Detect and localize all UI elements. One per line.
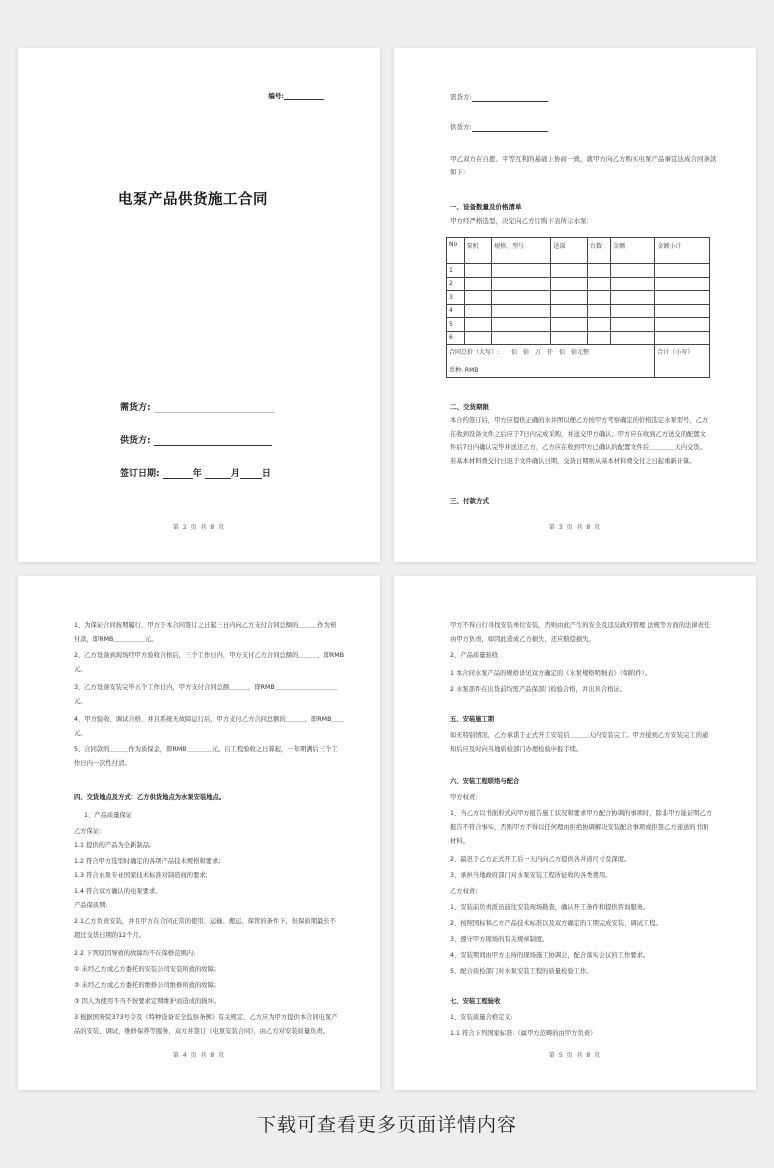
contract-number-label: 编号: (268, 92, 284, 100)
table-cell (492, 277, 551, 291)
text-line: 2、产品质量验收 (450, 652, 499, 659)
text-line: 1.4 符合双方确认的电泵要求。 (74, 888, 162, 895)
table-cell (655, 318, 710, 332)
table-cell (464, 304, 492, 318)
text-line: 1 本合同水泵产品的规格详见双方确定的《水泵规格明细表》（如附件）。 (450, 670, 652, 677)
section-title: 二、交货期限 (450, 403, 489, 411)
table-cell (611, 304, 655, 318)
page-footer: 第 4 页 共 8 页 (172, 1052, 226, 1059)
buyer-blank (154, 402, 274, 413)
intro-text: 甲乙双方在自愿、平等互利的基础上协商一致，就甲方向乙方购买电泵产品事宜达成合同条款 (450, 155, 717, 163)
table-row (447, 318, 710, 332)
contract-page-2 (394, 48, 756, 562)
intro-text: 如下: (450, 168, 466, 176)
table-cell (611, 291, 655, 305)
table-cell (464, 331, 492, 345)
text-line: 3、乙方设备安装完毕五个工作日内，甲方支付合同总额＿＿＿，即RMB＿＿＿＿＿＿＿＿＿＿ (74, 684, 338, 691)
text-line: ② 未经乙方或乙方委托的维修公司维修所致的故障; (74, 982, 217, 989)
month-blank (205, 468, 231, 479)
table-cell (588, 277, 611, 291)
table-cell: 4 (447, 304, 465, 318)
table-cell (492, 331, 551, 345)
table-header-row (447, 238, 710, 264)
text-line: ③ 因人为使用不当不按要求定期维护而造成的损坏。 (74, 998, 221, 1005)
contract-page-4 (394, 576, 756, 1090)
table-header-cell: 金额小计 (655, 238, 710, 264)
table-cell: 5 (447, 318, 465, 332)
buyer-label: 需货方: (450, 93, 472, 102)
text-line: 乙方权责: (450, 888, 478, 895)
text-line: 5、配合质检部门对水泵安装工程的质量检验工作。 (450, 968, 593, 975)
text-line: 1.2 符合甲方选型时确定的各项产品技术规格和要求; (74, 858, 221, 865)
text-line: 3 根据国务院373号令及《特种设备安全监察条例》有关规定，乙方应为甲方提供本合同电泵产 (74, 1014, 338, 1021)
table-cell (492, 291, 551, 305)
section-title: 七、安装工程验收 (450, 998, 501, 1005)
sign-date-field (120, 466, 271, 479)
table-cell (655, 277, 710, 291)
table-cell (464, 291, 492, 305)
table-cell (492, 264, 551, 278)
buyer-label: 需货方: (120, 403, 151, 413)
table-cell (551, 277, 588, 291)
text-line: 1、当乙方以书面形式向甲方报告施工状况和要求甲方配合协调的事项时，除非甲方能证明乙方 (450, 810, 713, 817)
contract-cover-page (18, 48, 380, 562)
table-header-cell: 泵机 (464, 238, 492, 264)
table-cell (611, 331, 655, 345)
contract-page-3 (18, 576, 380, 1090)
table-row (447, 264, 710, 278)
table-cell (611, 264, 655, 278)
text-line: 4、甲方验收、调试合格，并且系统无故障运行后，甲方支付乙方合同总额的＿＿＿，即RMB＿＿ (74, 716, 345, 723)
text-line: 乙方保证: (74, 828, 102, 835)
total-amount-cell (447, 345, 655, 378)
year-label: 年 (192, 469, 202, 479)
equipment-price-table (446, 237, 710, 378)
section-title: 三、付款方式 (450, 497, 489, 505)
text-line: 2.2 下列原因导致的故障均不在保修范围内: (74, 950, 196, 957)
day-blank (240, 468, 262, 479)
text-line: 如无特别情况，乙方承诺于正式开工安装后＿＿＿天内安装完工。甲方接到乙方安装完工的通 (450, 732, 709, 739)
table-cell (551, 264, 588, 278)
page-title: 电泵产品供货施工合同 (118, 192, 268, 208)
table-header-cell: 送深 (551, 238, 588, 264)
text-line: 元。 (74, 730, 87, 737)
download-caption: 下载可查看更多页面详情内容 (256, 1114, 517, 1136)
text-line: 甲方权责: (450, 794, 478, 801)
section-title: 六、安装工程联络与配合 (450, 778, 520, 785)
section-title: 一、设备数量及价格清单 (450, 203, 522, 211)
text-line: 2、最迟于乙方正式开工后一天内向乙方提供各井道尺寸及深度。 (450, 856, 631, 863)
page-footer: 第 5 页 共 8 页 (548, 1052, 602, 1059)
table-cell (551, 291, 588, 305)
supplier-blank (154, 435, 272, 446)
section-title: 四、交货地点及方式：乙方供货地点为水泵安装地点。 (74, 794, 226, 801)
text-line: 1、安装质量合格定义: (450, 1014, 513, 1021)
text-line: 5、合同款的＿＿＿作为质保金，即RMB＿＿＿＿元。自工程验收之日算起，一年期满后三个工 (74, 746, 338, 753)
supplier-label: 供货方: (120, 436, 151, 446)
table-body (447, 238, 710, 378)
text-line: 4、安装期间由甲方主持的现场施工协调会，配合落实会议的工作要求。 (450, 952, 650, 959)
table-header-cell: 台数 (588, 238, 611, 264)
text-line: 1.1 提供的产品为全新制品; (74, 842, 152, 849)
table-total-row (447, 345, 710, 378)
text-line: 2、按照国标和乙方产品技术标准以及双方确定的工期完成安装、调试工程。 (450, 920, 662, 927)
section-title: 五、安装施工期 (450, 716, 495, 723)
section-text: 甲方经严格选型，决定向乙方订购下表所示水泵: (450, 217, 589, 225)
text-line: 付款，即RMB＿＿＿＿＿元。 (74, 636, 158, 643)
supplier-label: 供货方: (450, 123, 472, 132)
month-label: 月 (230, 469, 240, 479)
sign-date-label: 签订日期: (120, 469, 160, 479)
table-cell (551, 304, 588, 318)
text-line: 产品保质期: (74, 902, 108, 909)
table-row (447, 291, 710, 305)
table-header-cell: No (447, 238, 465, 264)
table-cell (588, 291, 611, 305)
section-paragraph: 本合约签订后，甲方应提供正确的水井图以便乙方按甲方考察确定的价格选定水泵型号，乙方在收到设备文件之后应于7日内完成采购，并送交甲方确认；甲方应在收到乙方送交的配置文件后7日内确认完毕并送还乙方，乙方应在收到甲方已确认的配置文件后＿＿＿＿天内交货。若基本材料费交付日迟于文件确认日期，交货日期则从基本材料费交付之日起重新计算。 (450, 417, 709, 465)
text-line: 3、承担当地政府部门对水泵安装工程所征收的各类费用。 (450, 872, 612, 879)
table-row (447, 331, 710, 345)
text-line: 元。 (74, 666, 87, 673)
page-footer: 第 3 页 共 8 页 (548, 524, 602, 531)
table-header-cell: 金额 (611, 238, 655, 264)
year-blank (163, 468, 193, 479)
supplier-blank (472, 124, 548, 132)
day-label: 日 (261, 469, 271, 479)
table-cell (551, 331, 588, 345)
table-cell: 2 (447, 277, 465, 291)
table-cell (611, 318, 655, 332)
currency-label: 币种: RMB (449, 367, 479, 374)
table-cell (551, 318, 588, 332)
text-line: 1.1 符合下列国家标准:（属甲方范畴的由甲方负责） (450, 1030, 597, 1037)
text-line: 1.3 符合水泵专业国家技术标准对制造商的要求; (74, 872, 208, 879)
table-cell (464, 264, 492, 278)
table-cell (492, 318, 551, 332)
table-cell (588, 264, 611, 278)
contract-number (268, 91, 324, 100)
table-cell (464, 277, 492, 291)
table-cell (655, 264, 710, 278)
text-line: ① 未经乙方或乙方委托的安装公司安装所致的故障; (74, 966, 217, 973)
table-cell (611, 277, 655, 291)
text-line: 材料。 (450, 838, 469, 845)
contract-number-blank (284, 92, 324, 100)
text-line: 甲方不得自行寻找安装单位安装，否则由此产生的安全及违反政府管理 法规等方面的法律责任 (450, 622, 711, 629)
table-cell (492, 304, 551, 318)
table-cell: 6 (447, 331, 465, 345)
table-cell: 3 (447, 291, 465, 305)
total-upper-label: 合同总价（大写）: (449, 349, 500, 356)
text-line: 2.1乙方负责安装，并且甲方在合同正常的使用、运输、搬运、保管的条件下，但保质期最长不 (74, 918, 336, 925)
table-row (447, 304, 710, 318)
text-line: 2 水泵部件在出货前均需产品保部门检验合格，并出具合格证。 (450, 686, 627, 693)
text-line: 1、安装前负责派员前往安装现场勘查，确认开工条件和提供咨询服务。 (450, 904, 650, 911)
text-line: 知后应及时向当地质检部门办理检验申报手续。 (450, 746, 583, 753)
text-line: 品的安装、调试、维修保养等服务，双方并签订《电泵安装合同》，由乙方对安装质量负责。 (74, 1028, 330, 1035)
text-line: 1、为保证合同按期履行，甲方于本合同签订之日起三日内向乙方支付合同总额的＿＿＿作为预 (74, 622, 337, 629)
table-row (447, 277, 710, 291)
buyer-line (450, 94, 548, 102)
table-cell (588, 304, 611, 318)
table-cell (588, 331, 611, 345)
page-footer: 第 2 页 共 8 页 (172, 524, 226, 531)
text-line: 由甲方负责，如因此造成乙方损失，还应赔偿损失。 (450, 636, 595, 643)
total-words: 佰 拾 万 仟 佰 拾元整 (499, 349, 590, 356)
table-cell (464, 318, 492, 332)
buyer-blank (472, 94, 548, 102)
table-header-cell: 规格、型号 (492, 238, 551, 264)
text-line: 1、产品质量保证 (84, 812, 133, 819)
text-line: 作日内一次性付清。 (74, 760, 131, 767)
total-lower-cell: 合计（小写） (655, 345, 710, 378)
text-line: 元。 (74, 698, 87, 705)
supplier-field (120, 433, 272, 446)
text-line: 报告不符合事实，否则甲方不得以任何理由拒绝协调解决安装配合事项或拒签乙方递送的书面 (450, 824, 709, 831)
table-cell (588, 318, 611, 332)
buyer-field (120, 400, 274, 413)
text-line: 2、乙方设备到现场经甲方验收合格后，三个工作日内，甲方支付乙方合同总额的＿＿＿，即RMB (74, 652, 345, 659)
supplier-line (450, 124, 548, 132)
text-line: 3、遵守甲方现场的有关规章制度。 (450, 936, 549, 943)
table-cell (655, 304, 710, 318)
table-cell: 1 (447, 264, 465, 278)
table-cell (655, 291, 710, 305)
text-line: 超过交货日期的12个月。 (74, 932, 145, 939)
table-cell (655, 331, 710, 345)
